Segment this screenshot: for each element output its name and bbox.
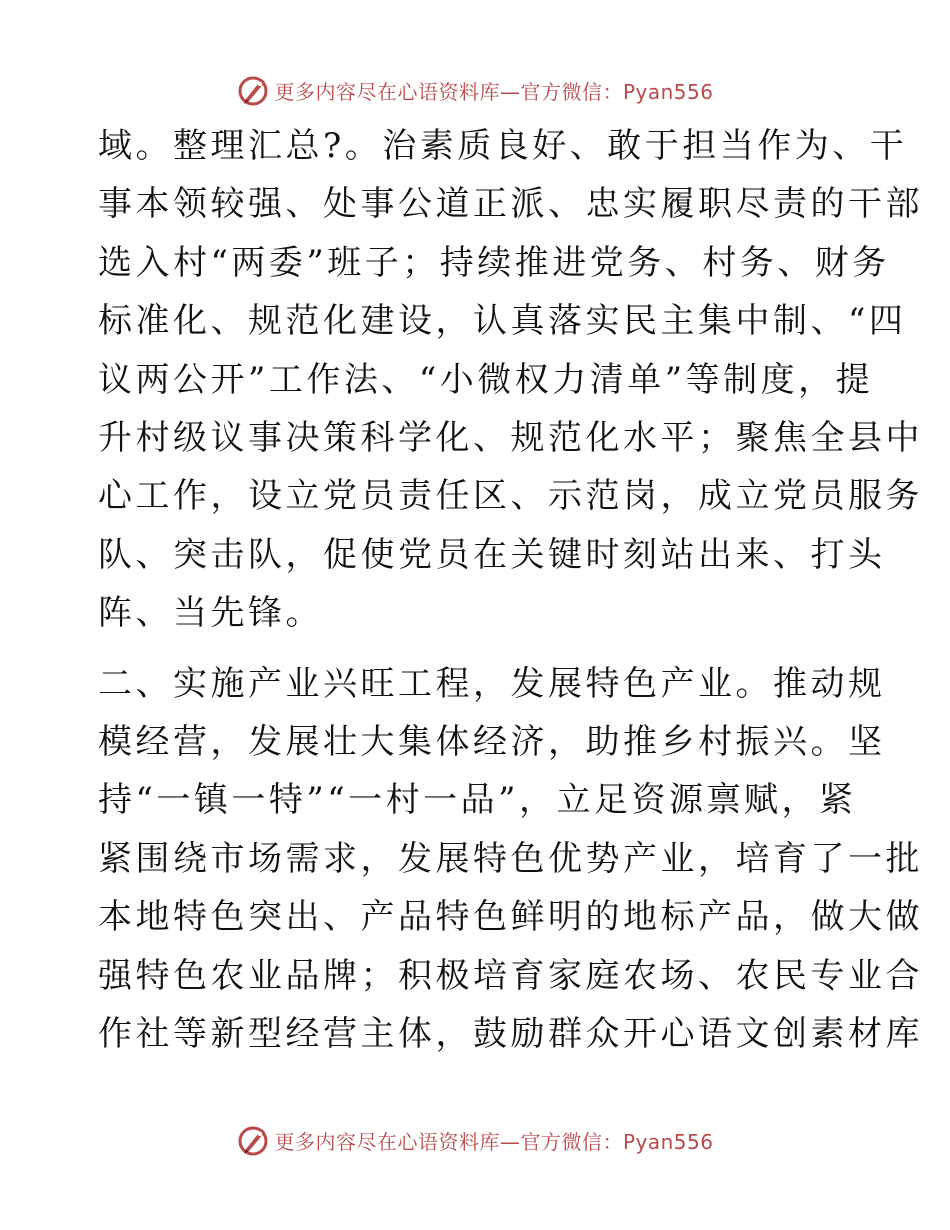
text-line: 作社等新型经营主体，鼓励群众开心语文创素材库 xyxy=(98,1014,923,1055)
footer-banner-text: 更多内容尽在心语资料库—官方微信：Pyan556 xyxy=(274,1129,714,1154)
text-line: 本地特色突出、产品特色鲜明的地标产品，做大做 xyxy=(98,897,923,938)
text-line: 紧围绕市场需求，发展特色优势产业，培育了一批 xyxy=(98,838,923,879)
pen-in-circle-icon xyxy=(236,1123,270,1157)
text-line: 持“一镇一特”“一村一品”，立足资源禀赋，紧 xyxy=(98,780,857,821)
document-body xyxy=(98,117,923,1064)
header-banner-text: 更多内容尽在心语资料库—官方微信：Pyan556 xyxy=(274,79,714,104)
text-line: 标准化、规范化建设，认真落实民主集中制、“四 xyxy=(98,301,907,342)
text-line: 事本领较强、处事公道正派、忠实履职尽责的干部 xyxy=(98,184,923,225)
text-line: 二、实施产业兴旺工程，发展特色产业。推动规 xyxy=(98,663,886,704)
text-line: 队、突击队，促使党员在关键时刻站出来、打头 xyxy=(98,534,886,575)
paragraph-2 xyxy=(98,655,923,1064)
footer-watermark-banner xyxy=(0,1120,950,1160)
text-line: 心工作，设立党员责任区、示范岗，成立党员服务 xyxy=(98,476,923,517)
text-line: 域。整理汇总?。治素质良好、敢于担当作为、干 xyxy=(98,126,908,166)
header-watermark-banner xyxy=(0,70,950,110)
text-line: 选入村“两委”班子；持续推进党务、村务、财务 xyxy=(98,242,890,283)
pen-in-circle-icon xyxy=(236,73,270,107)
text-line: 强特色农业品牌；积极培育家庭农场、农民专业合 xyxy=(98,955,923,996)
text-line: 阵、当先锋。 xyxy=(98,593,323,634)
text-line: 议两公开”工作法、“小微权力清单”等制度，提 xyxy=(98,359,874,400)
text-line: 模经营，发展壮大集体经济，助推乡村振兴。坚 xyxy=(98,722,886,763)
paragraph-1 xyxy=(98,117,923,643)
text-line: 升村级议事决策科学化、规范化水平；聚焦全县中 xyxy=(98,418,923,459)
